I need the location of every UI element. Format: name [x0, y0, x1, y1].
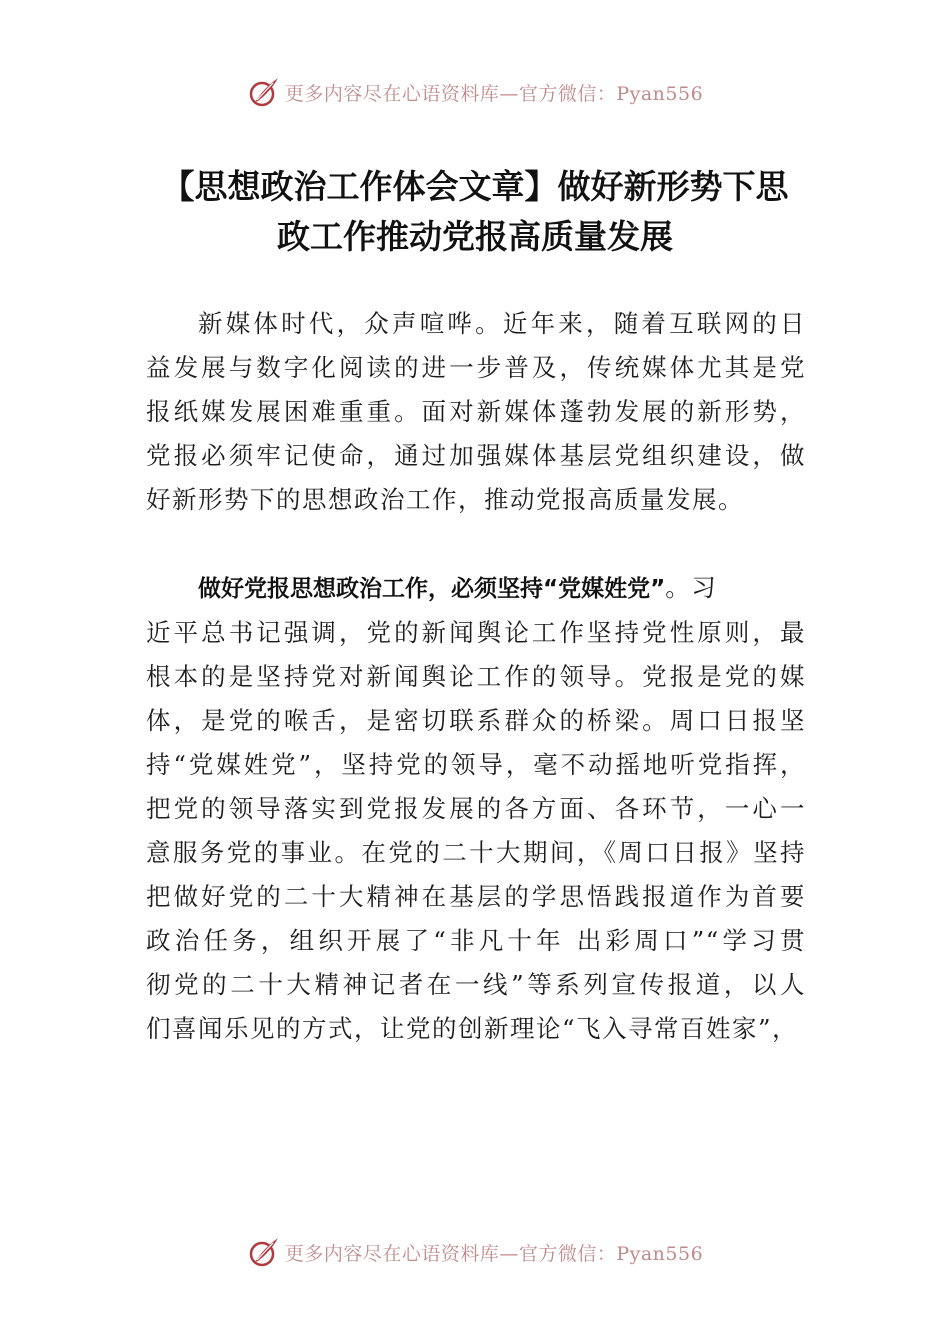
- document-title: [100, 162, 850, 262]
- header-watermark: [0, 72, 950, 112]
- paragraph-line: 近平总书记强调，党的新闻舆论工作坚持党性原则，最: [146, 618, 806, 647]
- paragraph-line: 好新形势下的思想政治工作，推动党报高质量发展。: [146, 485, 744, 514]
- paragraph-intro: [146, 302, 806, 522]
- watermark-text: 更多内容尽在心语资料库—官方微信：Pyan556: [284, 82, 704, 105]
- paragraph-line: 根本的是坚持党对新闻舆论工作的领导。党报是党的媒: [146, 662, 806, 691]
- paragraph-line: 党报必须牢记使命，通过加强媒体基层党组织建设，做: [146, 441, 806, 470]
- paragraph-line: 政治任务，组织开展了“非凡十年 出彩周口”“学习贯: [146, 926, 806, 955]
- title-line: 政工作推动党报高质量发展: [277, 217, 673, 256]
- paragraph-line: [146, 566, 806, 611]
- paragraph-line: 报纸媒发展困难重重。面对新媒体蓬勃发展的新形势，: [146, 397, 806, 426]
- paragraph-lead-sentence: 做好党报思想政治工作，必须坚持“党媒姓党”: [198, 576, 666, 602]
- paragraph-line: 持“党媒姓党”，坚持党的领导，毫不动摇地听党指挥，: [146, 750, 806, 779]
- paragraph-line: 益发展与数字化阅读的进一步普及，传统媒体尤其是党: [146, 353, 806, 382]
- paragraph-party-media: [146, 566, 806, 1051]
- paragraph-line: 们喜闻乐见的方式，让党的创新理论“飞入寻常百姓家”，: [146, 1014, 799, 1043]
- paragraph-line: 意服务党的事业。在党的二十大期间，《周口日报》坚持: [146, 838, 806, 867]
- paragraph-line: 体，是党的喉舌，是密切联系群众的桥梁。周口日报坚: [146, 706, 806, 735]
- paragraph-line: 把做好党的二十大精神在基层的学思悟践报道作为首要: [146, 882, 806, 911]
- quill-logo-icon: [247, 75, 281, 109]
- paragraph-line-tail: 。习: [665, 573, 718, 602]
- title-line: 【思想政治工作体会文章】做好新形势下思: [161, 167, 789, 206]
- paragraph-line: 把党的领导落实到党报发展的各方面、各环节，一心一: [146, 794, 806, 823]
- quill-logo-icon: [247, 1235, 281, 1269]
- paragraph-line: 彻党的二十大精神记者在一线”等系列宣传报道，以人: [146, 970, 806, 999]
- footer-watermark: [0, 1232, 950, 1272]
- watermark-text: 更多内容尽在心语资料库—官方微信：Pyan556: [284, 1242, 704, 1265]
- paragraph-line: 新媒体时代，众声喧哗。近年来，随着互联网的日: [198, 309, 806, 338]
